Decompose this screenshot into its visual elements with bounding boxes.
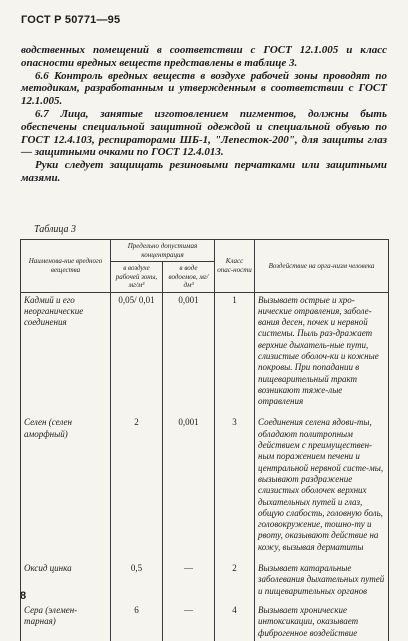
paragraph-continuation: водственных помещений в соответствии с ГОСТ 12.1.005 и класс опасности вредных веществ представлены в таблице 3.: [21, 44, 387, 69]
pdk-water-value: —: [163, 555, 215, 599]
hazard-class: 1: [215, 292, 255, 409]
hazard-class: 2: [215, 555, 255, 599]
pdk-air-value: 2: [111, 409, 163, 555]
standard-header: ГОСТ Р 50771—95: [21, 14, 121, 26]
substance-name: Оксид цинка: [21, 555, 111, 599]
health-effect: Вызывает хронические интоксикации, оказывает фиброгенное воздействие: [255, 599, 389, 641]
pdk-water-value: 0,001: [163, 409, 215, 555]
hazard-class: 3: [215, 409, 255, 555]
table-row: [21, 555, 389, 599]
table-row: [21, 292, 389, 409]
header-class: Класс опас-ности: [215, 240, 255, 293]
substance-name: Сера (элемен-тарная): [21, 599, 111, 641]
body-text: [21, 44, 387, 185]
header-effect: Воздействие на орга-низм человека: [255, 240, 389, 293]
header-name: Наименова-ние вредного вещества: [21, 240, 111, 293]
table-label: Таблица 3: [34, 224, 76, 235]
header-pdk-air: в воздухе рабочей зоны, мг/м³: [111, 262, 163, 293]
substance-name: Кадмий и его неорганические соединения: [21, 292, 111, 409]
health-effect: Вызывает катаральные заболевания дыхательных путей и пищеварительных органов: [255, 555, 389, 599]
header-pdk-group: Предельно допустимая концентрация: [111, 240, 215, 262]
paragraph-6-7: 6.7 Лица, занятые изготовлением пигментов, должны быть обеспечены специальной защитной одеждой и специальной обувью по ГОСТ 12.4.103, респираторами ШБ-1, "Лепесток-200", для защиты глаз — защитными очками по ГОСТ 12.4.013.: [21, 107, 387, 159]
page-number: 8: [20, 590, 27, 602]
paragraph-6-6: 6.6 Контроль вредных веществ в воздухе рабочей зоны проводят по методикам, разработанным и утвержденным в соответствии с ГОСТ 12.1.005.: [21, 69, 387, 108]
table-row: [21, 599, 389, 641]
pdk-air-value: 0,05/ 0,01: [111, 292, 163, 409]
hazard-table: [20, 239, 389, 641]
table-row: [21, 409, 389, 555]
pdk-air-value: 0,5: [111, 555, 163, 599]
hazard-class: 4: [215, 599, 255, 641]
health-effect: Вызывает острые и хро-нические отравления, заболе-вания десен, почек и нервной системы. Пыль раз-дражает верхние дыхатель-ные пути, слизистые оболоч-ки и кожные покровы. При попадании в пищеварительный тракт возникают тяже-лые отравления: [255, 292, 389, 409]
health-effect: Соединения селена ядови-ты, обладают политропным действием с преимуществен-ным поражением печени и центральной нервной систе-мы, вызывают раздражение слизистых оболочек верхних дыхательных путей и глаз, общую слабость, головную боль, головокружение, тошно-ту и рвоту, оказывают действие на кожу, вызывая дерматиты: [255, 409, 389, 555]
pdk-air-value: 6: [111, 599, 163, 641]
pdk-water-value: —: [163, 599, 215, 641]
header-pdk-water: в воде водоемов, мг/дм³: [163, 262, 215, 293]
pdk-water-value: 0,001: [163, 292, 215, 409]
substance-name: Селен (селен аморфный): [21, 409, 111, 555]
paragraph-gloves: Руки следует защищать резиновыми перчатками или защитными мазями.: [21, 159, 387, 184]
